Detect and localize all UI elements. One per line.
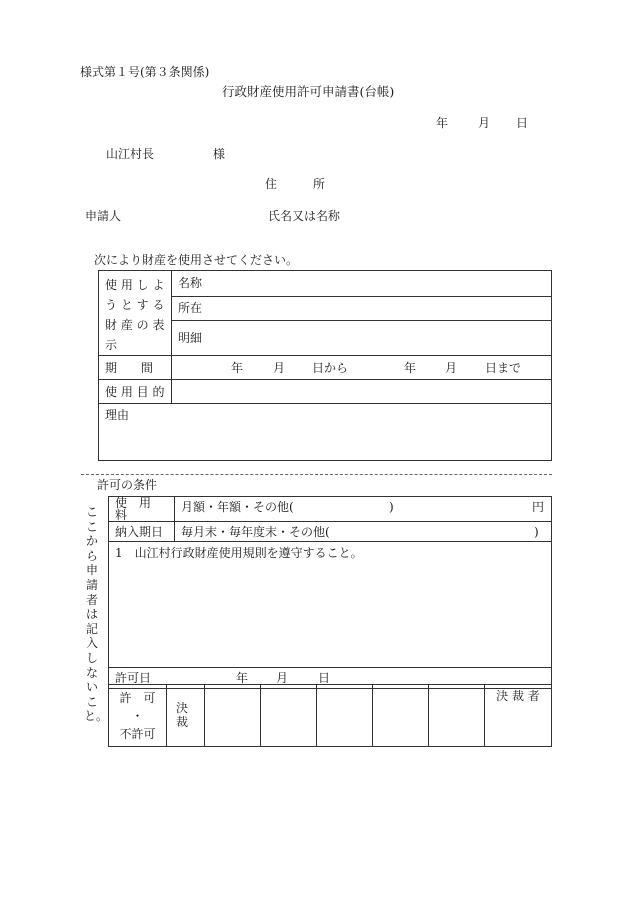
conditions-title: 許可の条件 (97, 478, 158, 492)
fee-options: 月額・年額・その他( (181, 500, 294, 514)
approval-status-cell[interactable] (109, 685, 167, 747)
period-from-month: 月 (273, 361, 286, 375)
date-month-label: 月 (478, 116, 491, 130)
approval-table (108, 684, 552, 747)
dashed-divider (81, 474, 552, 475)
side-note: ここから申請者は記入しないこと。 (84, 505, 109, 724)
fee-close-paren: ) (389, 500, 394, 514)
due-field[interactable] (175, 522, 552, 542)
decision-label: 決 裁 (176, 701, 189, 729)
condition-1: 1 山江村行政財産使用規則を遵守すること。 (115, 546, 363, 560)
conditions-field[interactable] (109, 542, 552, 668)
property-label-line: 示 (105, 338, 118, 352)
approval-deny: 不許可 (119, 726, 156, 741)
property-location-label: 所在 (178, 301, 203, 316)
decision-label-cell (167, 685, 205, 747)
addressee-honorific: 様 (213, 147, 226, 161)
address-label: 住 所 (265, 177, 326, 191)
stamp-cell[interactable] (205, 685, 261, 747)
permit-date-month: 月 (276, 671, 289, 685)
due-label-cell (109, 522, 175, 542)
property-details-field[interactable] (172, 320, 552, 355)
purpose-label-cell (99, 380, 172, 404)
property-label-line: う と す る (105, 298, 165, 312)
due-label: 納入期日 (115, 524, 164, 539)
due-close-paren: ) (534, 525, 539, 539)
approval-dot: ・ (131, 708, 144, 723)
property-label-line: 使 用 し よ (105, 278, 165, 292)
request-line: 次により財産を使用させてください。 (94, 253, 299, 267)
stamp-cell[interactable] (373, 685, 429, 747)
property-name-field[interactable] (172, 271, 552, 297)
period-field[interactable] (172, 356, 552, 380)
reason-field[interactable] (99, 404, 552, 461)
date-day-label: 日 (516, 116, 529, 130)
document-title: 行政財産使用許可申請書(台帳) (222, 84, 395, 99)
period-from-day: 日から (312, 361, 349, 375)
property-details-label: 明細 (178, 330, 203, 345)
addressee: 山江村長 (106, 147, 155, 161)
property-label-cell (99, 271, 172, 356)
stamp-cell[interactable] (429, 685, 485, 747)
purpose-label: 使 用 目 的 (105, 384, 165, 399)
due-options: 毎月末・毎年度末・その他( (181, 525, 330, 539)
approver-cell[interactable] (485, 685, 552, 747)
property-name-label: 名称 (178, 276, 203, 291)
permit-table (108, 496, 552, 689)
application-table (98, 270, 552, 461)
form-number: 様式第１号(第３条関係) (80, 65, 210, 79)
purpose-field[interactable] (172, 380, 552, 404)
period-label-cell (99, 356, 172, 380)
permit-date-year: 年 (236, 671, 249, 685)
applicant-label: 申請人 (85, 209, 122, 223)
date-year-label: 年 (436, 116, 449, 130)
period-to-day: 日まで (485, 361, 522, 375)
permit-date-day: 日 (318, 671, 331, 685)
name-label: 氏名又は名称 (268, 209, 341, 223)
fee-unit: 円 (532, 500, 545, 514)
reason-label: 理由 (105, 408, 130, 422)
stamp-cell[interactable] (261, 685, 317, 747)
fee-field[interactable] (175, 497, 552, 522)
permit-date-label: 許可日 (115, 671, 152, 685)
fee-label: 使 用 料 (115, 496, 164, 522)
property-location-field[interactable] (172, 296, 552, 320)
period-label: 期 間 (105, 360, 154, 375)
fee-label-cell (109, 497, 175, 522)
period-from-year: 年 (231, 361, 244, 375)
period-to-year: 年 (404, 361, 417, 375)
approval-permit: 許 可 (119, 690, 156, 705)
stamp-cell[interactable] (317, 685, 373, 747)
property-label-line: 財 産 の 表 (105, 318, 165, 332)
approver-label: 決 裁 者 (496, 689, 540, 703)
period-to-month: 月 (445, 361, 458, 375)
